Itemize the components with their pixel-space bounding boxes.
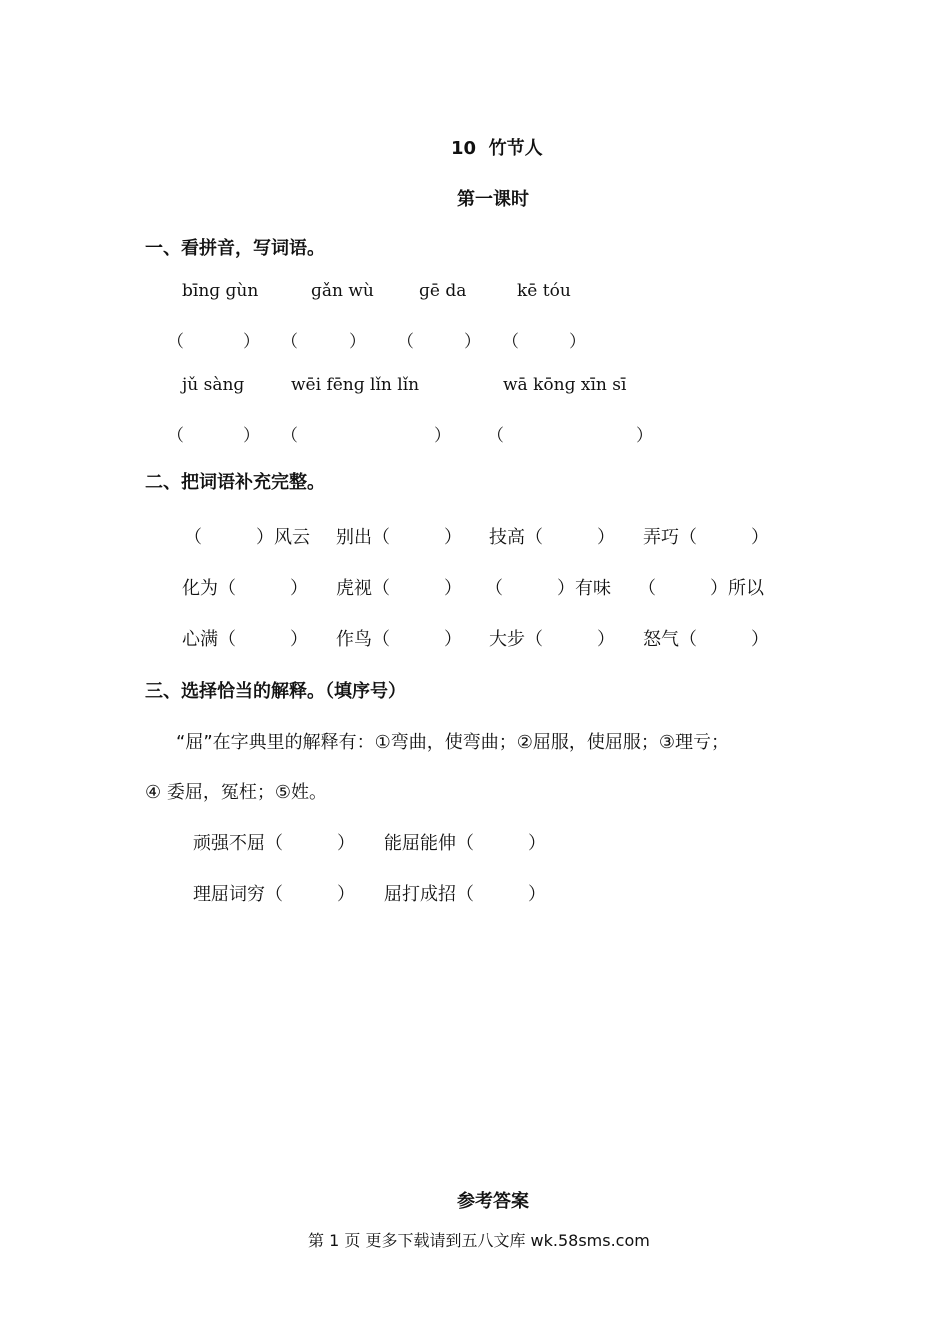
dotted-char: 屈 xyxy=(247,833,265,854)
answer-blank-close: ） xyxy=(569,332,586,352)
answer-blank-open: （ xyxy=(397,332,414,352)
document-title: 10 竹节人 xyxy=(451,138,543,159)
definition-intro: “屈”在字典里的解释有：①弯曲，使弯曲；②屈服，使屈服；③理亏； xyxy=(176,732,730,753)
definition-intro-cont: ④ 委屈，冤枉；⑤姓。 xyxy=(145,782,327,803)
answer-blank-close: ） xyxy=(636,426,653,446)
answer-blank-open: （ xyxy=(281,332,298,352)
answer-blank-open: （ xyxy=(167,332,184,352)
word-blank: 打成招（ ） xyxy=(402,884,546,905)
answer-blank-open: （ xyxy=(502,332,519,352)
section-2-heading: 二、把词语补充完整。 xyxy=(145,472,325,493)
word-choice-item xyxy=(384,880,546,906)
pinyin-item: bīnɡ ɡùn xyxy=(182,281,259,301)
idiom-fill-item: 化为（ ） xyxy=(182,578,308,599)
word-choice-item xyxy=(193,829,355,855)
idiom-fill-item: 弄巧（ ） xyxy=(643,527,769,548)
answer-blank-close: ） xyxy=(349,332,366,352)
section-1-heading: 一、看拼音，写词语。 xyxy=(145,238,325,259)
answer-blank-open: （ xyxy=(281,426,298,446)
pinyin-item: ɡǎn wù xyxy=(311,281,374,301)
idiom-fill-item: 心满（ ） xyxy=(182,629,308,650)
answer-blank-close: ） xyxy=(434,426,451,446)
idiom-fill-item: 别出（ ） xyxy=(336,527,462,548)
pinyin-item: ɡē da xyxy=(419,281,467,301)
idiom-fill-item: 技高（ ） xyxy=(489,527,615,548)
word-blank: 词穷（ ） xyxy=(229,884,355,905)
dotted-char: 屈 xyxy=(211,884,229,905)
idiom-fill-item: （ ）风云 xyxy=(184,527,310,548)
answer-blank-close: ） xyxy=(464,332,481,352)
word-blank: 能伸（ ） xyxy=(420,833,546,854)
pinyin-item: kē tóu xyxy=(517,281,571,301)
section-3-heading: 三、选择恰当的解释。（填序号） xyxy=(145,681,406,702)
idiom-fill-item: 虎视（ ） xyxy=(336,578,462,599)
page-footer: 第 1 页 更多下载请到五八文库 wk.58sms.com xyxy=(308,1231,650,1250)
dotted-char: 屈 xyxy=(402,833,420,854)
answer-blank-open: （ xyxy=(167,426,184,446)
answer-blank-open: （ xyxy=(487,426,504,446)
word-text: 顽强不 xyxy=(193,833,247,854)
idiom-fill-item: 大步（ ） xyxy=(489,629,615,650)
word-choice-item xyxy=(193,880,355,906)
idiom-fill-item: （ ）有味 xyxy=(485,578,611,599)
answer-blank-close: ） xyxy=(243,332,260,352)
answers-heading: 参考答案 xyxy=(457,1191,529,1212)
pinyin-item: wēi fēnɡ lǐn lǐn xyxy=(291,375,420,395)
idiom-fill-item: （ ）所以 xyxy=(638,578,764,599)
word-text: 理 xyxy=(193,884,211,905)
pinyin-item: wā kōnɡ xīn sī xyxy=(503,375,627,395)
answer-blank-close: ） xyxy=(243,426,260,446)
word-choice-item xyxy=(384,829,546,855)
dotted-char: 屈 xyxy=(384,884,402,905)
lesson-subtitle: 第一课时 xyxy=(457,189,529,210)
word-blank: （ ） xyxy=(265,833,355,854)
idiom-fill-item: 作鸟（ ） xyxy=(336,629,462,650)
word-text: 能 xyxy=(384,833,402,854)
pinyin-item: jǔ sànɡ xyxy=(182,375,245,395)
idiom-fill-item: 怒气（ ） xyxy=(643,629,769,650)
